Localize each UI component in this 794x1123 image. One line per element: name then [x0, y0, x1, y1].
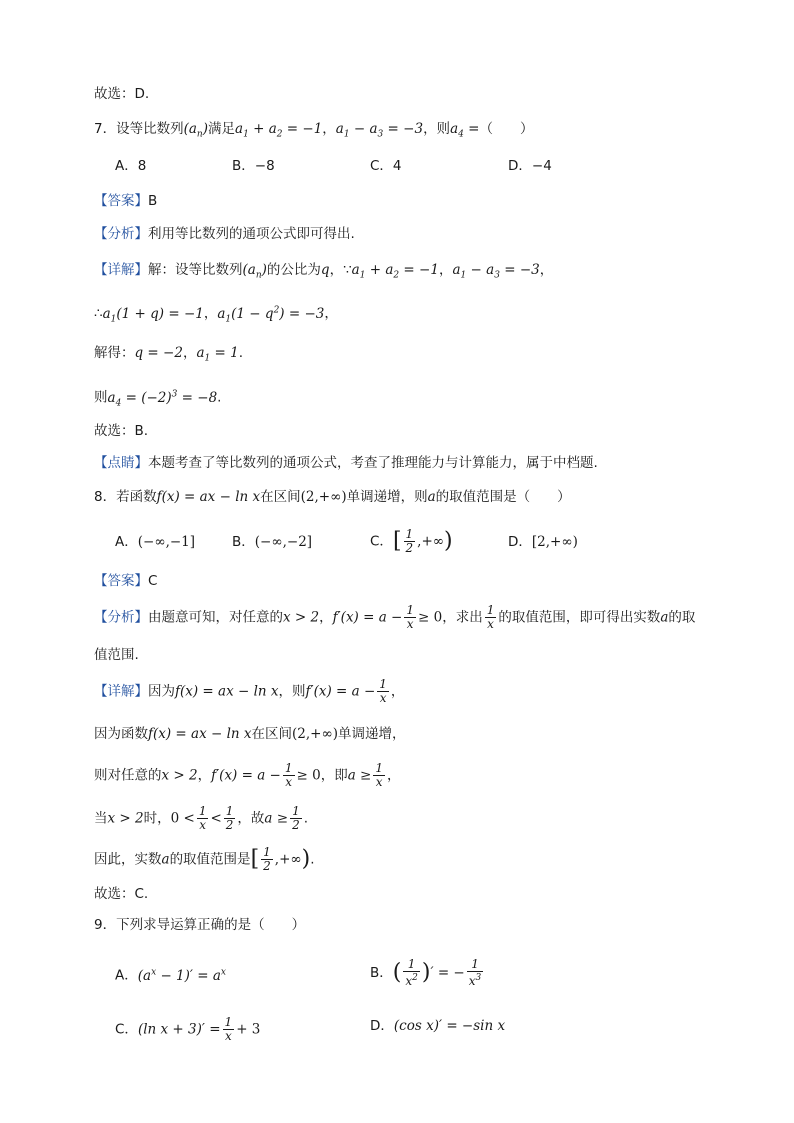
q7-solution: 解得：q = −2，$a_1 = 1$.	[94, 345, 244, 364]
q8-detail-line4: 当x > 2时，0 < $\frac{1}{x}$ < $\frac{1}{2}$ ，故a ≥ $\frac{1}{2}$ .	[94, 804, 308, 832]
q9-option-d: D．(cos x)′ = −sin x	[370, 1018, 506, 1034]
q8-analysis-cont: 值范围.	[94, 647, 139, 663]
q8-option-d: D．[2,+∞)	[508, 534, 578, 550]
q7-comment: 【点睛】本题考查了等比数列的通项公式，考查了推理能力与计算能力，属于中档题.	[94, 455, 598, 471]
q9-option-c: C．(ln x + 3)′ = $\frac{1}{x}$ + 3	[115, 1015, 261, 1043]
q8-option-b: B．(−∞,−2]	[232, 534, 313, 550]
q7-analysis: 【分析】利用等比数列的通项公式即可得出.	[94, 226, 355, 242]
q7-detail: 【详解】解：设等比数列$(a_n)$的公比为q，$\because a_1 + a_2 = -1$，$a_1 - a_3 = -3$，	[94, 262, 554, 281]
q9-option-a: A．$(a^x - 1)' = a^x$	[115, 967, 226, 984]
q8-stem: 8．若函数f(x) = ax − ln x在区间(2,+∞)单调递增，则a的取值范围是（ ）	[94, 489, 571, 505]
q8-option-c: C．[ $\frac{1}{2}$ ,+∞)	[370, 527, 453, 555]
q7-choice: 故选：B.	[94, 423, 149, 439]
q7-result: 则$a_4 = (-2)^3 = -8$.	[94, 389, 222, 409]
q9-option-b: B．( $\frac{1}{x^2}$ )′ = − $\frac{1}{x^3}$	[370, 957, 482, 988]
q8-analysis: 【分析】由题意可知，对任意的x > 2，f′(x) = a − $\frac{1}{x}$ ≥ 0，求出 $\frac{1}{x}$ 的取值范围，即可得出实数a的取	[94, 603, 696, 631]
q8-detail-line3: 则对任意的x > 2，f′(x) = a − $\frac{1}{x}$ ≥ 0，即a ≥ $\frac{1}{x}$ ，	[94, 761, 401, 789]
q9-stem: 9．下列求导运算正确的是（ ）	[94, 917, 306, 933]
q7-option-c: C．4	[370, 158, 402, 174]
q7-answer: 【答案】B	[94, 193, 158, 209]
q7-option-a: A．8	[115, 158, 147, 174]
q7-stem: 7．设等比数列$(a_n)$满足$a_1 + a_2 = -1$，$a_1 - a_3 = -3$，则$a_4$ =（ ）	[94, 121, 534, 140]
q8-detail: 【详解】因为f(x) = ax − ln x，则f′(x) = a − $\frac{1}{x}$ ，	[94, 677, 405, 705]
q8-option-a: A．(−∞,−1]	[115, 534, 196, 550]
q8-choice: 故选：C.	[94, 886, 149, 902]
q8-answer: 【答案】C	[94, 573, 158, 589]
q8-detail-line5: 因此，实数a的取值范围是[ $\frac{1}{2}$ ,+∞).	[94, 845, 315, 873]
q7-system: $\therefore a_1(1 + q) = -1$，$a_1(1 - q^2) = -3$，	[94, 305, 338, 325]
q7-option-d: D．−4	[508, 158, 552, 174]
q6-choice: 故选：D.	[94, 86, 150, 102]
q7-option-b: B．−8	[232, 158, 275, 174]
q8-detail-line2: 因为函数f(x) = ax − ln x在区间(2,+∞)单调递增，	[94, 726, 406, 742]
